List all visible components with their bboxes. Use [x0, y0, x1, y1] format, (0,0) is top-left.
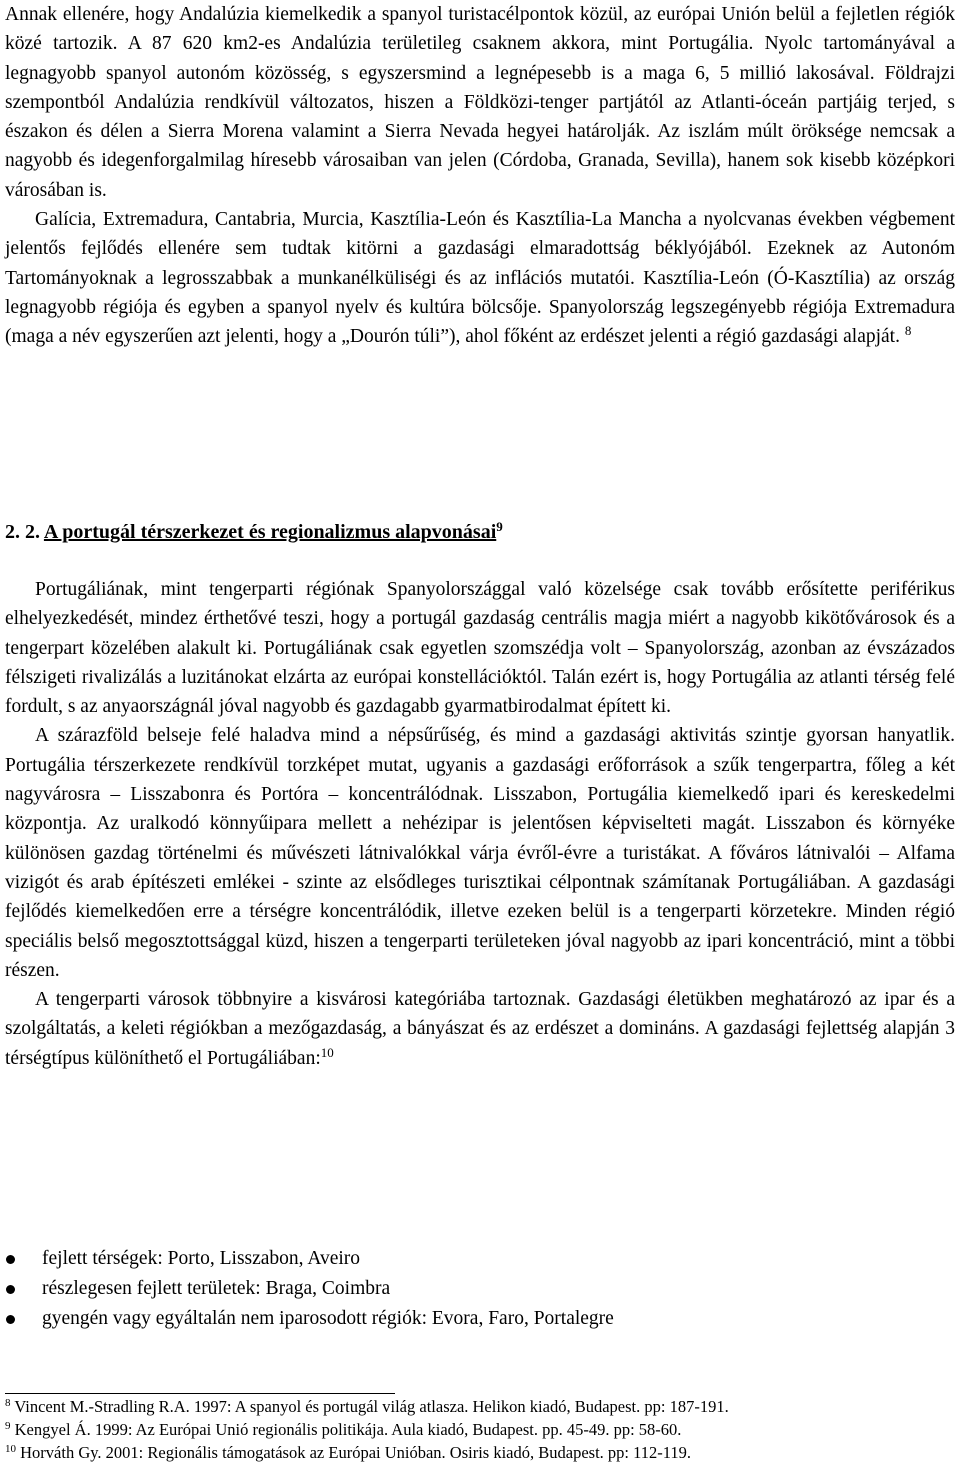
paragraph-lagging-regions [5, 205, 955, 351]
list-item [5, 1244, 955, 1274]
paragraph-coastal-towns [5, 985, 955, 1073]
list-item-text: részlegesen fejlett területek: Braga, Coimbra [42, 1278, 391, 1299]
paragraph-text: Galícia, Extremadura, Cantabria, Murcia, Kasztília-León és Kasztília-La Mancha a nyolcvanas években végbement jelentős fejlődés ellenére sem tudtak kitörni a gazdasági elmaradottság béklyójából. Ezeknek az Autonóm Tartományoknak a legrosszabbak a munkanélküliségi és az inflációs mutatói. Kasztília-León (Ó-Kasztília) az ország legnagyobb régiója és egyben a spanyol nyelv és kultúra bölcsője. Spanyolország legszegényebb régiója Extremadura (maga a név egyszerűen azt jelenti, hogy a „Dourón túli”), ahol főként az erdészet jelenti a régió gazdasági alapját. [5, 209, 955, 348]
footnote-9 [5, 1418, 955, 1441]
list-item [5, 1304, 955, 1334]
footnote-ref-10[interactable]: 10 [320, 1044, 334, 1060]
footnote-8 [5, 1395, 955, 1418]
paragraph-text: A tengerparti városok többnyire a kisvárosi kategóriába tartoznak. Gazdasági életükben meghatározó az ipar és a szolgáltatás, a keleti régiókban a mezőgazdaság, a bányászat és az erdészet a domináns. A gazdasági fejlettség alapján 3 térségtípus különíthető el Portugáliában: [5, 989, 955, 1069]
footnote-text: Vincent M.-Stradling R.A. 1997: A spanyol és portugál világ atlasza. Helikon kiadó, Budapest. pp: 187-191. [14, 1397, 729, 1416]
list-item-text: gyengén vagy egyáltalán nem iparosodott régiók: Evora, Faro, Portalegre [42, 1308, 614, 1329]
bullet-icon [6, 1255, 15, 1264]
list-item [5, 1274, 955, 1304]
footnote-divider [5, 1393, 395, 1394]
paragraph-portugal-structure [5, 721, 955, 985]
list-item-text: fejlett térségek: Porto, Lisszabon, Aveiro [42, 1248, 361, 1269]
footnote-text: Horváth Gy. 2001: Regionális támogatások az Európai Unióban. Osiris kiadó, Budapest. pp: 112-119. [20, 1443, 692, 1462]
heading-title: A portugál térszerkezet és regionalizmus alapvonásai [43, 521, 497, 543]
bullet-icon [6, 1315, 15, 1324]
paragraph-andalusia [5, 0, 955, 205]
heading-number: 2. 2. [5, 521, 40, 543]
footnote-10 [5, 1441, 955, 1464]
bullet-icon [6, 1285, 15, 1294]
section-heading [5, 519, 503, 545]
footnote-ref-8[interactable]: 8 [904, 323, 912, 339]
region-type-list [5, 1244, 955, 1334]
section-andalusia [5, 0, 955, 352]
footnotes [5, 1395, 955, 1464]
footnote-ref-9[interactable]: 9 [496, 519, 503, 534]
footnote-number: 10 [5, 1443, 16, 1455]
paragraph-text: Annak ellenére, hogy Andalúzia kiemelkedik a spanyol turistacélpontok közül, az európai Unión belül a fejletlen régiók közé tartozik. A 87 620 km2-es Andalúzia területileg csaknem akkora, mint Portugália. Nyolc tartományával a legnagyobb spanyol autonóm közösség, s egyszersmind a legnépesebb is a maga 6, 5 millió lakosával. Földrajzi szempontból Andalúzia rendkívül változatos, hiszen a Földközi-tenger partjától az Atlanti-óceán partjáig terjed, s északon és délen a Sierra Morena valamint a Sierra Nevada hegyei határolják. Az iszlám múlt öröksége nemcsak a nagyobb és idegenforgalmilag híresebb városaiban van jelen (Córdoba, Granada, Sevilla), hanem sok kisebb középkori városában is. [5, 4, 955, 201]
paragraph-portugal-periphery [5, 575, 955, 721]
section-portugal [5, 575, 955, 1073]
paragraph-text: A szárazföld belseje felé haladva mind a népsűrűség, és mind a gazdasági aktivitás szintje gyorsan hanyatlik. Portugália térszerkezete rendkívül torzképet mutat, ugyanis a gazdasági erőforrások a szűk tengerpartra, főleg a két nagyvárosra – Lisszabonra és Portóra – koncentrálódnak. Lisszabon, Portugália kiemelkedő ipari és kereskedelmi központja. Az uralkodó könnyűipara mellett a nehézipar is jelentősen képviselteti magát. Lisszabon és környéke különösen gazdag történelmi és művészeti látnivalókkal várja évről-évre a turistákat. A főváros látnivalói – Alfama vizigót és arab építészeti emlékei - szinte az elsődleges turisztikai célpontnak számítanak Portugáliában. A gazdasági fejlődés kiemelkedően erre a térségre koncentrálódik, illetve ezeken belül is a tengerparti körzetekre. Minden régió speciális belső megosztottsággal küzd, hiszen a tengerparti területeken jóval nagyobb az ipari koncentráció, mint a többi részen. [5, 725, 955, 981]
footnote-number: 9 [5, 1420, 11, 1432]
paragraph-text: Portugáliának, mint tengerparti régiónak Spanyolországgal való közelsége csak tovább erősítette periférikus elhelyezkedését, mindez érthetővé teszi, hogy a portugál gazdaság centrális magja miért a nagyobb kikötővárosok és a tengerpart közelében alakult ki. Portugáliának csak egyetlen szomszédja volt – Spanyolország, azonban az évszázados félszigeti rivalizálás a luzitánokat elzárta az európai konstellációktól. Talán ezért is, hogy Portugália az atlanti térség felé fordult, s az anyaországnál jóval nagyobb és gazdagabb gyarmatbirodalmat épített ki. [5, 579, 955, 718]
footnote-text: Kengyel Á. 1999: Az Európai Unió regionális politikája. Aula kiadó, Budapest. pp. 45-49. pp: 58-60. [14, 1420, 682, 1439]
footnote-number: 8 [5, 1397, 11, 1409]
